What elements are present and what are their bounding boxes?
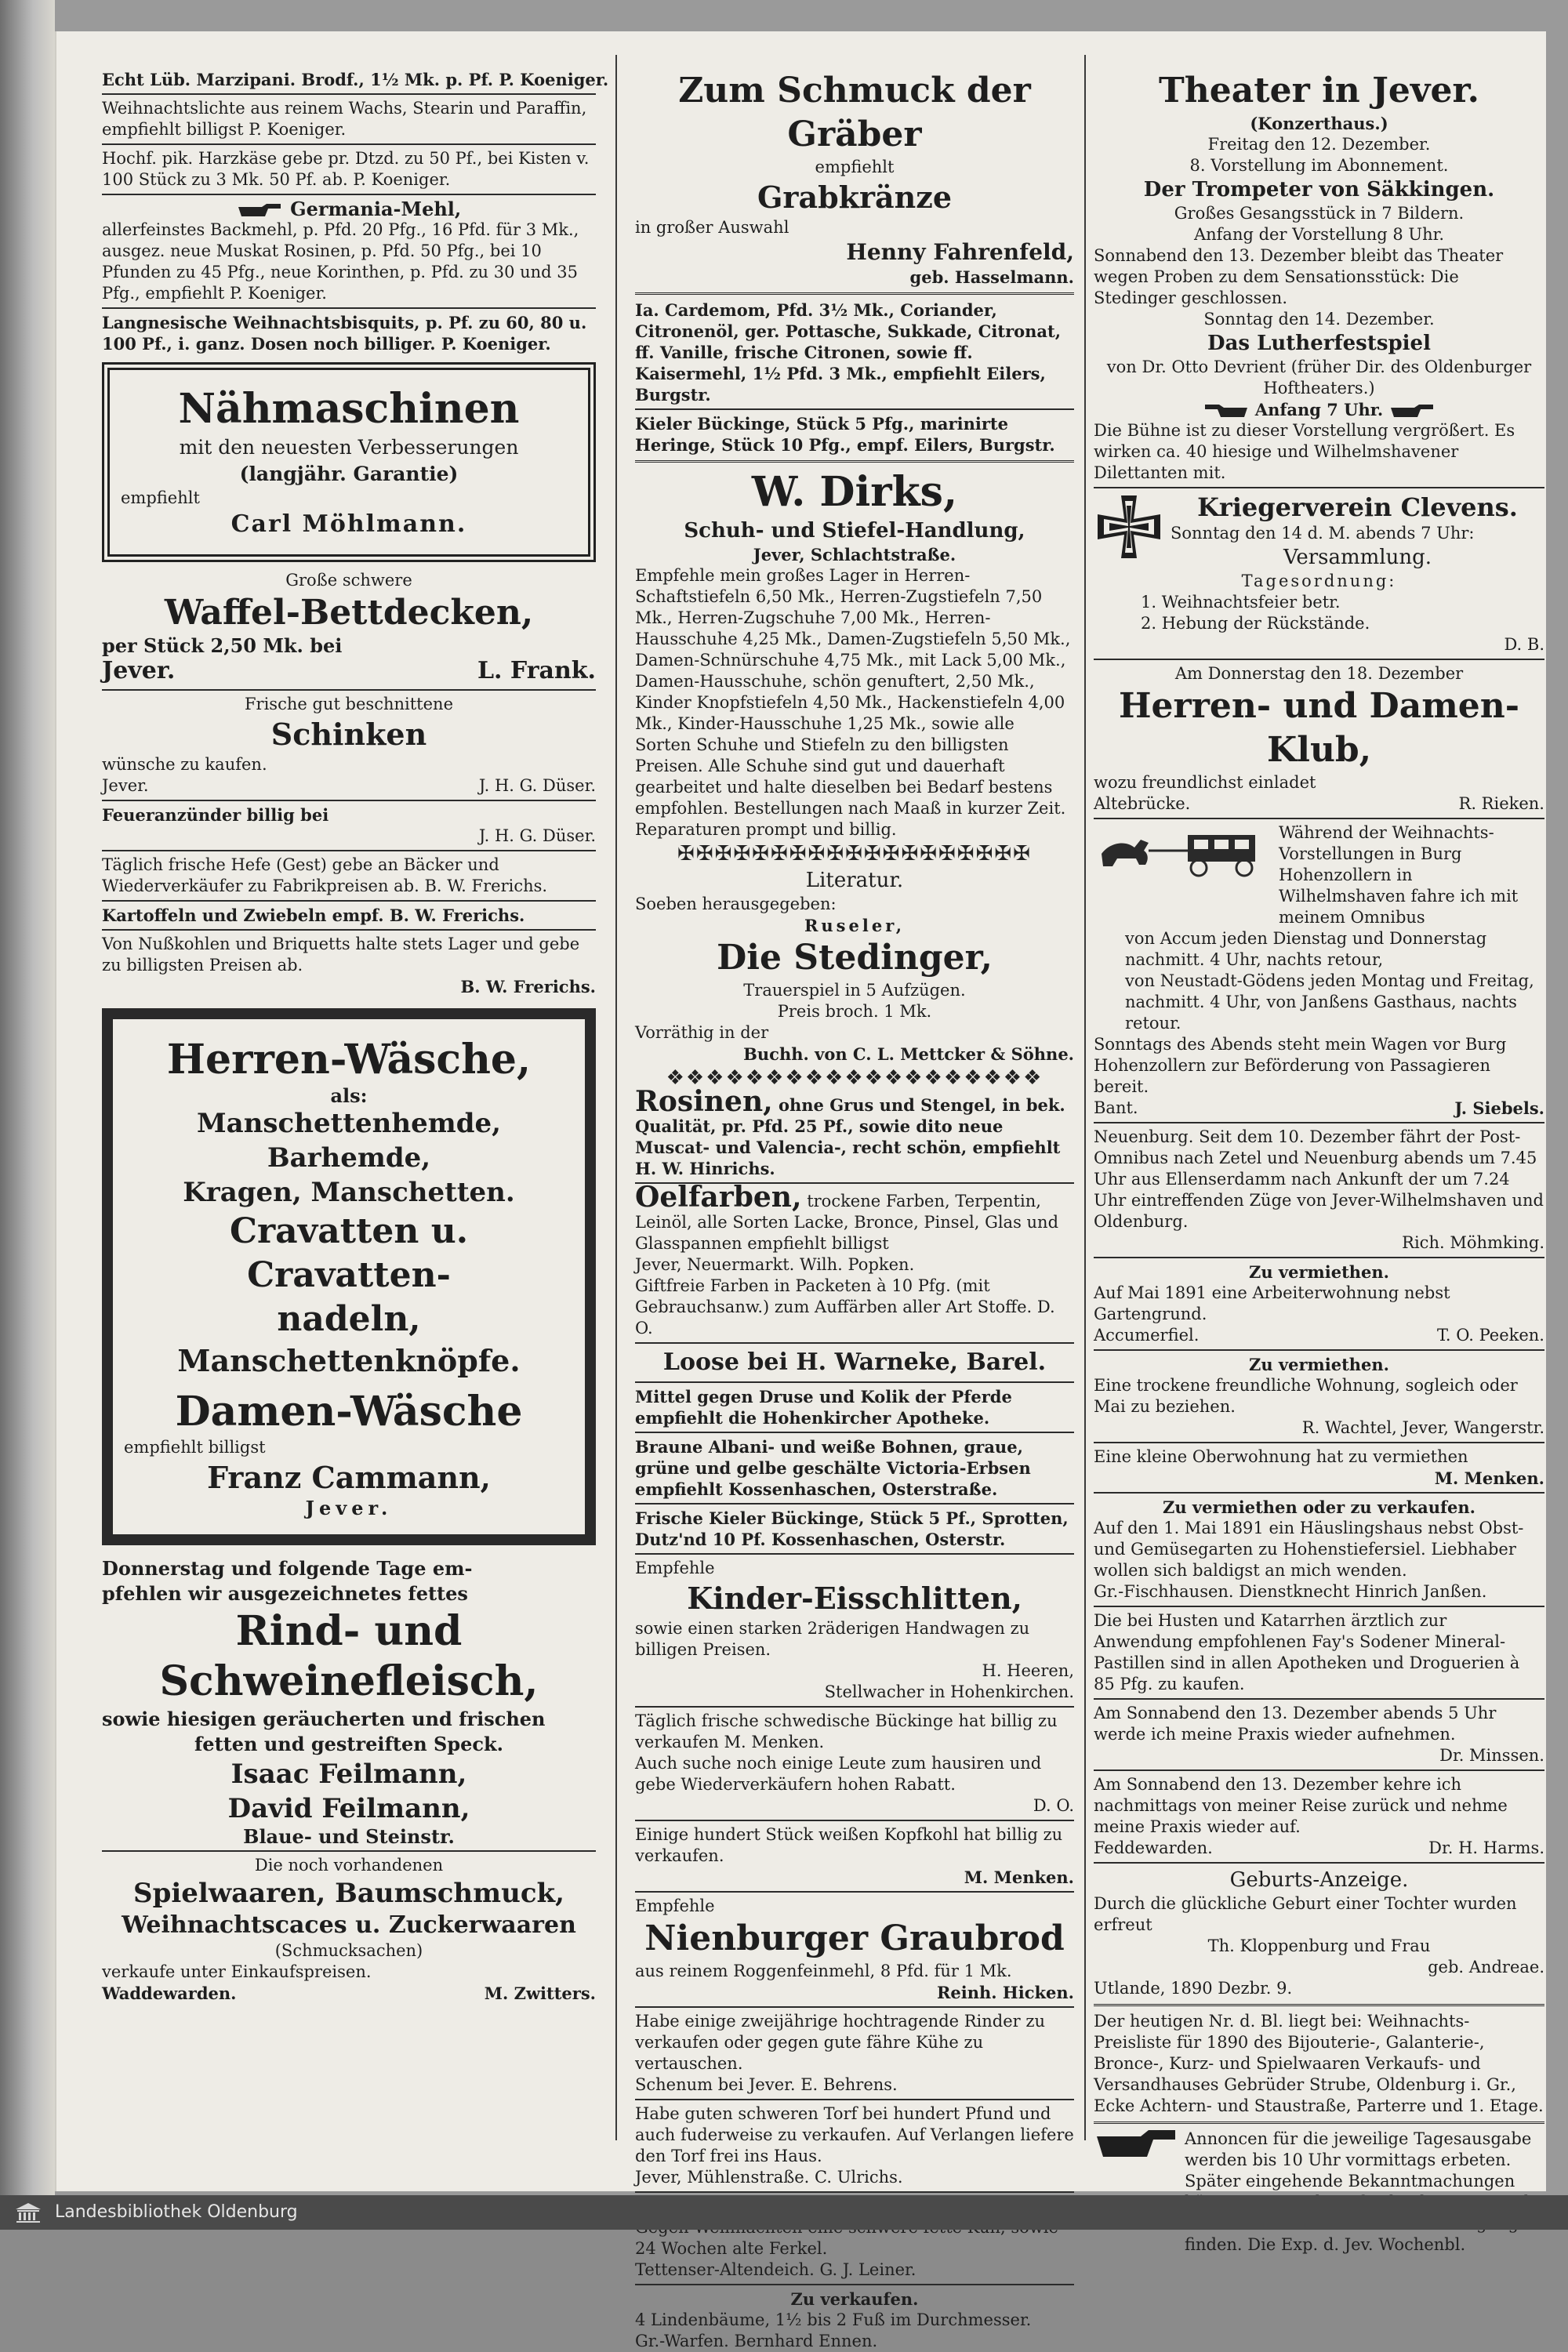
- divider: [635, 2099, 1074, 2100]
- divider: [1094, 1606, 1544, 1607]
- divider: [635, 292, 1074, 295]
- waffel-price: per Stück 2,50 Mk. bei: [102, 634, 343, 657]
- ad-kieler-bueckinge: Frische Kieler Bückinge, Stück 5 Pf., Sprotten, Dutz'nd 10 Pf. Kossenhaschen, Osterstr.: [635, 1508, 1069, 1549]
- waffel-heading: Waffel-Bettdecken,: [164, 593, 534, 633]
- ornament-divider: ✠✠✠✠✠✠✠✠✠✠✠✠✠✠✠✠✠✠✠: [677, 842, 1032, 866]
- divider: [635, 2006, 1074, 2008]
- spiel-pre: Die noch vorhandenen: [254, 1856, 444, 1875]
- dirks-heading: W. Dirks,: [751, 468, 958, 516]
- kuh-body: 24 Wochen alte Ferkel.: [635, 2239, 828, 2258]
- theater-line: Freitag den 12. Dezember.: [1207, 135, 1431, 154]
- omnibus-town: Bant.: [1094, 1098, 1138, 1117]
- omnibus-signature-row: [1094, 1098, 1544, 1119]
- column-middle: [635, 69, 1074, 2350]
- divider: [102, 93, 596, 95]
- kinder-heading: Kinder-Eisschlitten,: [687, 1581, 1022, 1616]
- waffel-signature-row: [102, 656, 596, 686]
- divider: [635, 1503, 1074, 1504]
- oelfarben-body: trockene Farben, Terpentin, Leinöl, alle Sorten Lacke, Bronce, Pinsel, Glas und Glasspannen empfiehlt billigst: [635, 1192, 1059, 1253]
- column-divider: [1084, 55, 1086, 2140]
- harms-town: Feddewarden.: [1094, 1838, 1213, 1857]
- theater-play: Das Lutherfestspiel: [1207, 332, 1431, 355]
- lit-work: Die Stedinger,: [717, 938, 993, 978]
- theater-line: von Dr. Otto Devrient (früher Dir. des Oldenburger Hoftheaters.): [1106, 358, 1532, 397]
- hw-item: Manschettenknöpfe.: [177, 1343, 521, 1378]
- haeuslingshaus-signature: Gr.-Fischhausen. Dienstknecht Hinrich Janßen.: [1094, 1582, 1487, 1601]
- rinder-signature: Schenum bei Jever. E. Behrens.: [635, 2075, 898, 2094]
- ad-harzkaese: Hochf. pik. Harzkäse gebe pr. Dtzd. zu 50 Pf., bei Kisten v. 100 Stück zu 3 Mk. 50 Pf. ab. P. Koeniger.: [102, 149, 590, 189]
- geburt-body: Durch die glückliche Geburt einer Tochter wurden erfreut: [1094, 1894, 1517, 1934]
- nien-advertiser: Reinh. Hicken.: [936, 1983, 1074, 2002]
- nuss-advertiser: B. W. Frerichs.: [460, 977, 596, 996]
- lit-publisher: Buchh. von C. L. Mettcker & Söhne.: [743, 1044, 1074, 1064]
- schinken-heading: Schinken: [270, 717, 427, 752]
- divider: [635, 408, 1074, 410]
- divider: [635, 1432, 1074, 1433]
- divider: [1094, 1862, 1544, 1864]
- omnibus-route: von Accum jeden Dienstag und Donnerstag nachmitt. 4 Uhr, nachts retour,: [1125, 929, 1487, 969]
- ad-kriegerverein: [1094, 492, 1544, 571]
- divider: [635, 1553, 1074, 1555]
- linden-heading: Zu verkaufen.: [790, 2289, 919, 2309]
- waffel-pre: Große schwere: [285, 571, 412, 590]
- oelfarben-heading: Oelfarben,: [635, 1181, 802, 1214]
- graeber-empf: empfiehlt: [815, 158, 895, 176]
- ad-oberwohnung: Eine kleine Oberwohnung hat zu vermiethen: [1094, 1447, 1468, 1466]
- divider: [102, 143, 596, 145]
- omnibus-line: Sonntags des Abends steht mein Wagen vor Burg Hohenzollern zur Beförderung von Passagieren bereit.: [1094, 1035, 1507, 1096]
- lit-line: Soeben herausgegeben:: [635, 895, 837, 913]
- rosinen-heading: Rosinen,: [635, 1085, 773, 1118]
- theater-notice: Sonnabend den 13. Dezember bleibt das Theater wegen Proben zu dem Sensationsstück: Die Stedinger geschlossen.: [1094, 246, 1504, 307]
- notice-annoncen: [1094, 2129, 1544, 2256]
- divider: [1094, 487, 1544, 488]
- germania-heading: Germania-Mehl,: [290, 198, 462, 220]
- ad-harms: Am Sonnabend den 13. Dezember kehre ich nachmittags von meiner Reise zurück und nehme meine Praxis wieder auf.: [1094, 1775, 1508, 1836]
- divider: [1094, 1698, 1544, 1700]
- nienburger-heading: Nienburger Graubrod: [644, 1918, 1065, 1958]
- ad-rinder: Habe einige zweijährige hochtragende Rinder zu verkaufen oder gegen gute fähre Kühe zu vertauschen.: [635, 2012, 1045, 2073]
- rosinen-body: ohne Grus und Stengel, in bek. Qualität, pr. Pfd. 25 Pf., sowie dito neue Muscat- und Valencia-, recht schön, empfiehlt H. W. Hinrichs.: [635, 1095, 1065, 1178]
- spiel-heading: Weihnachtscaces u. Zuckerwaaren: [122, 1911, 576, 1939]
- klub-signature-row: [1094, 793, 1544, 815]
- hw-item: Cravatten u. Cravatten-: [229, 1211, 469, 1295]
- dw-line: empfiehlt billigst: [124, 1438, 266, 1457]
- vermiethen-heading: Zu vermiethen.: [1248, 1262, 1389, 1282]
- schinken-pre: Frische gut beschnittene: [244, 695, 453, 713]
- ad-rosinen: [635, 1085, 1074, 1179]
- herrenwaesche-heading: Herren-Wäsche,: [166, 1036, 532, 1083]
- theater-notice: Die Bühne ist zu dieser Vorstellung vergrößert. Es wirken ca. 40 hiesige und Wilhelmshavener Dilettanten mit.: [1094, 421, 1515, 482]
- divider: [102, 689, 596, 691]
- graeber-heading: Zum Schmuck der Gräber: [678, 71, 1031, 154]
- divider: [1094, 818, 1544, 819]
- vermiethen-body: Eine trockene freundliche Wohnung, sogleich oder Mai zu beziehen.: [1094, 1376, 1518, 1416]
- ad-giftfreie-farben: Giftfreie Farben in Packeten à 10 Pfg. (mit Gebrauchsanw.) zum Auffärben aller Art Stoffe. D. O.: [635, 1276, 1055, 1338]
- divider: [1094, 1257, 1544, 1258]
- kv-signature: D. B.: [1504, 635, 1544, 654]
- rind-line: pfehlen wir ausgezeichnetes fettes: [102, 1582, 468, 1605]
- divider: [635, 460, 1074, 463]
- divider: [1094, 1442, 1544, 1443]
- divider: [1094, 2004, 1544, 2006]
- grab-advertiser: Henny Fahrenfeld,: [846, 239, 1074, 265]
- rind-line: fetten und gestreiften Speck.: [194, 1733, 504, 1755]
- divider: [635, 2191, 1074, 2193]
- hw-item: Manschettenhemde,: [197, 1108, 501, 1139]
- ad-eilers-bueckinge: Kieler Bückinge, Stück 5 Pfg., marinirte Heringe, Stück 10 Pfg., empf. Eilers, Burgstr.: [635, 414, 1055, 455]
- torf-signature: Jever, Mühlenstraße. C. Ulrichs.: [635, 2168, 903, 2187]
- vermiethen-advertiser: T. O. Peeken.: [1436, 1326, 1544, 1345]
- library-building-icon: [14, 2201, 42, 2223]
- rind-advertiser: Isaac Feilmann,: [230, 1759, 467, 1790]
- damenwaesche-heading: Damen-Wäsche: [175, 1388, 523, 1436]
- ad-menken-bueckinge: Täglich frische schwedische Bückinge hat billig zu verkaufen M. Menken.: [635, 1711, 1058, 1751]
- ad-nusskohlen: Von Nußkohlen und Briquetts halte stets Lager und gebe zu billigsten Preisen ab.: [102, 935, 580, 975]
- hw-als: als:: [330, 1084, 368, 1107]
- ad-eilers-gewuerze: Ia. Cardemom, Pfd. 3½ Mk., Coriander, Citronenöl, ger. Pottasche, Sukkade, Citronat, ff. Vanille, frische Citronen, sowie ff. Kaisermehl, 1½ Pfd. 3 Mk., empfiehlt Eilers, Burgstr.: [635, 300, 1062, 405]
- theater-line: 8. Vorstellung im Abonnement.: [1189, 156, 1449, 175]
- column-right: [1094, 69, 1544, 2254]
- kriegerverein-heading: Kriegerverein Clevens.: [1197, 492, 1518, 522]
- grab-line: in großer Auswahl: [635, 218, 789, 237]
- rind-address: Blaue- und Steinstr.: [243, 1825, 455, 1848]
- geburt-heading: Geburts-Anzeige.: [1229, 1868, 1409, 1892]
- ad-langnese: Langnesische Weihnachtsbisquits, p. Pf. zu 60, 80 u. 100 Pf., i. ganz. Dosen noch billiger. P. Koeniger.: [102, 313, 587, 354]
- ad-germania-body: allerfeinstes Backmehl, p. Pfd. 20 Pfg., 16 Pfd. für 3 Mk., ausgez. neue Muskat Rosinen, p. Pfd. 50 Pfg., bei 10 Pfunden zu 45 Pfg., neue Korinthen, p. Pfd. zu 30 und 35 Pfg., empfiehlt P. Koeniger.: [102, 220, 579, 303]
- feuer-advertiser: J. H. G. Düser.: [478, 826, 596, 845]
- literatur-heading: Literatur.: [805, 869, 904, 892]
- omnibus-route: von Neustadt-Gödens jeden Montag und Freitag, nachmitt. 4 Uhr, von Janßens Gasthaus, nachts retour.: [1125, 971, 1534, 1033]
- divider: [635, 2284, 1074, 2285]
- rind-heading: Schweinefleisch,: [159, 1657, 539, 1705]
- kohl-advertiser: M. Menken.: [964, 1867, 1074, 1887]
- kinder-advertiser-title: Stellwacher in Hohenkirchen.: [824, 1682, 1074, 1701]
- divider: [102, 307, 596, 309]
- divider: [102, 900, 596, 902]
- iron-cross-icon: [1094, 492, 1164, 562]
- dirks-address: Jever, Schlachtstraße.: [753, 545, 956, 564]
- rind-heading: Rind- und: [235, 1607, 463, 1655]
- waffel-advertiser: L. Frank.: [477, 657, 596, 684]
- horse-coach-icon: [1094, 822, 1274, 877]
- divider: [1094, 2122, 1544, 2124]
- naeh-advertiser: Carl Möhlmann.: [230, 510, 467, 538]
- pointing-hand-icon: [1389, 403, 1436, 420]
- ad-koeniger-marzipan: Echt Lüb. Marzipani. Brodf., 1½ Mk. p. Pf. P. Koeniger.: [102, 70, 609, 89]
- naeh-line: (langjähr. Garantie): [239, 463, 459, 485]
- klub-town: Altebrücke.: [1094, 794, 1191, 813]
- spiel-advertiser: M. Zwitters.: [484, 1984, 596, 2003]
- notice-beilage: Der heutigen Nr. d. Bl. liegt bei: Weihnachts-Preisliste für 1890 des Bijouterie-, Galanterie-, Bronce-, Kurz- und Spielwaaren Verkaufs- und Versandhauses Gebrüder Strube, Oldenburg i. Gr., Ecke Achtern- und Staustraße, Parterre und 1. Etage.: [1094, 2012, 1544, 2115]
- ad-kartoffeln: Kartoffeln und Zwiebeln empf. B. W. Frerichs.: [102, 906, 525, 925]
- spiel-line: verkaufe unter Einkaufspreisen.: [102, 1962, 372, 1981]
- klub-line: Am Donnerstag den 18. Dezember: [1174, 664, 1464, 683]
- schinken-advertiser: J. H. G. Düser.: [478, 776, 596, 795]
- hw-item: Barhemde,: [267, 1142, 431, 1174]
- schinken-line: wünsche zu kaufen.: [102, 755, 267, 774]
- kv-line: Sonntag den 14 d. M. abends 7 Uhr:: [1171, 524, 1475, 543]
- divider: [102, 800, 596, 801]
- ad-torf: Habe guten schweren Torf bei hundert Pfund und auch fuderweise zu verkaufen. Auf Verlangen liefere den Torf frei ins Haus.: [635, 2104, 1074, 2165]
- pointing-hand-icon: [237, 202, 284, 220]
- naehmaschinen-heading: Nähmaschinen: [178, 385, 520, 433]
- divider: [635, 1706, 1074, 1708]
- spiel-line: (Schmucksachen): [274, 1941, 423, 1960]
- theater-heading: Theater in Jever.: [1159, 71, 1479, 111]
- rind-line: sowie hiesigen geräucherten und frischen: [102, 1708, 546, 1730]
- divider: [635, 1891, 1074, 1893]
- lit-author: Ruseler,: [804, 916, 906, 935]
- ad-praxis: Am Sonnabend den 13. Dezember abends 5 Uhr werde ich meine Praxis wieder aufnehmen.: [1094, 1704, 1497, 1744]
- column-left: [102, 69, 609, 2178]
- divider: [1094, 659, 1544, 660]
- theater-start-time: Anfang 7 Uhr.: [1254, 400, 1384, 419]
- kv-line: Tagesordnung:: [1241, 572, 1397, 590]
- divider: [1094, 1349, 1544, 1351]
- vermiethen-advertiser: R. Wachtel, Jever, Wangerstr.: [1301, 1418, 1544, 1437]
- ad-bohnen: Braune Albani- und weiße Bohnen, graue, grüne und gelbe geschälte Victoria-Erbsen empfiehlt Kossenhaschen, Osterstraße.: [635, 1437, 1031, 1499]
- lit-line: Vorräthig in der: [635, 1023, 769, 1042]
- haeuslingshaus-heading: Zu vermiethen oder zu verkaufen.: [1163, 1497, 1475, 1517]
- ad-loose: Loose bei H. Warneke, Barel.: [662, 1348, 1047, 1376]
- kv-agenda-item: 1. Weihnachtsfeier betr.: [1141, 593, 1341, 612]
- oel-signature: Jever, Neuermarkt. Wilh. Popken.: [635, 1255, 915, 1274]
- divider: [635, 1342, 1074, 1344]
- divider: [102, 929, 596, 931]
- harms-signature-row: [1094, 1838, 1544, 1859]
- divider: [102, 194, 596, 195]
- kinder-pre: Empfehle: [635, 1559, 715, 1577]
- kinder-advertiser: H. Heeren,: [982, 1661, 1074, 1680]
- spiel-heading: Spielwaaren, Baumschmuck,: [133, 1878, 564, 1909]
- omnibus-intro: Während der Weihnachts-Vorstellungen in Burg Hohenzollern in Wilhelmshaven fahre ich mit meinem Omnibus: [1279, 823, 1519, 927]
- divider: [102, 1850, 596, 1852]
- dw-advertiser: Franz Cammann,: [207, 1460, 491, 1495]
- oberwohnung-advertiser: M. Menken.: [1434, 1468, 1544, 1488]
- kv-agenda-item: 2. Hebung der Rückstände.: [1141, 614, 1370, 633]
- rind-line: Donnerstag und folgende Tage em-: [102, 1557, 473, 1580]
- vermiethen-body: Auf Mai 1891 eine Arbeiterwohnung nebst Gartengrund.: [1094, 1283, 1450, 1323]
- ad-neuenburg: Neuenburg. Seit dem 10. Dezember fährt der Post-Omnibus nach Zetel und Neuenburg abends um 7.45 Uhr aus Ellenserdamm nach Ankunft der um 7.24 Uhr eintreffenden Züge von Jever-Wilhelmshaven und Oldenburg.: [1094, 1127, 1544, 1231]
- haeuslingshaus-body: Auf den 1. Mai 1891 ein Häuslingshaus nebst Obst- und Gemüsegarten zu Hohenstiefersiel. Liebhaber wollen sich baldigst an mich wenden.: [1094, 1519, 1524, 1580]
- linden-signature: Gr.-Warfen. Bernhard Ennen.: [635, 2332, 878, 2350]
- theater-line: Sonntag den 14. Dezember.: [1203, 310, 1435, 328]
- divider: [1094, 1492, 1544, 1494]
- theater-line: Großes Gesangsstück in 7 Bildern.: [1174, 204, 1465, 223]
- hw-item: nadeln,: [277, 1299, 421, 1339]
- rind-advertiser: David Feilmann,: [227, 1793, 470, 1824]
- geburt-names: geb. Andreae.: [1428, 1958, 1544, 1976]
- dirks-body: Empfehle mein großes Lager in Herren-Schaftstiefeln 6,50 Mk., Herren-Zugstiefeln 7,50 Mk., Herren-Zugschuhe 7,00 Mk., Herren-Hausschuhe 4,25 Mk., Damen-Zugstiefeln 5,50 Mk., Damen-Schnürschuhe 4,75 Mk., mit Lack 5,00 Mk., Damen-Hausschuhe, schön genuftert, 2,50 Mk., Kinder Knopfstiefeln 4,50 Mk., Hackenstiefeln 4,00 Mk., Kinder-Hausschuhe 1,25 Mk., sowie alle Sorten Schuhe und Stiefeln zu den billigsten Preisen. Alle Schuhe sind gut und dauerhaft gearbeitet und halte dieselben bei Bedarf bestens empfohlen. Bestellungen nach Maaß in kurzer Zeit. Reparaturen prompt und billig.: [635, 566, 1071, 839]
- ad-weihnachtslichte: Weihnachtslichte aus reinem Wachs, Stearin und Paraffin, empfiehlt billigst P. Koeniger.: [102, 99, 587, 139]
- divider: [635, 1381, 1074, 1383]
- menken-body: Auch suche noch einige Leute zum hausiren und gebe Wiederverkäufern hohen Rabatt.: [635, 1754, 1042, 1794]
- theater-sub: (Konzerthaus.): [1250, 114, 1388, 133]
- klub-advertiser: R. Rieken.: [1458, 794, 1544, 813]
- dw-town: Jever.: [305, 1497, 393, 1519]
- theater-start: [1094, 399, 1544, 420]
- spiel-signature-row: [102, 1983, 596, 2004]
- column-divider: [615, 55, 617, 2140]
- menken-signature: D. O.: [1033, 1796, 1074, 1815]
- ad-pastillen: Die bei Husten und Katarrhen ärztlich zur Anwendung empfohlenen Fay's Sodener Mineral-Pastillen sind in allen Apotheken und Droguerien à 85 Pfg. zu kaufen.: [1094, 1611, 1520, 1693]
- geburt-names: Th. Kloppenburg und Frau: [1207, 1936, 1431, 1955]
- ornament-divider: ❖❖❖❖❖❖❖❖❖❖❖❖❖❖❖❖❖❖❖: [666, 1066, 1044, 1090]
- ad-feueranzuender: Feueranzünder billig bei: [102, 805, 329, 825]
- annoncen-body: Annoncen für die jeweilige Tagesausgabe werden bis 10 Uhr vormittags erbeten. Später eingehende Bekanntmachungen finden. Die Exp. d. Jev. Wochenbl.: [1185, 2129, 1532, 2254]
- divider: [1094, 1769, 1544, 1771]
- naeh-line: empfiehlt: [121, 488, 200, 507]
- divider: [102, 850, 596, 851]
- neuenburg-signature: Rich. Möhmking.: [1402, 1233, 1544, 1252]
- hw-item: Kragen, Manschetten.: [183, 1177, 515, 1208]
- harms-advertiser: Dr. H. Harms.: [1428, 1838, 1544, 1857]
- geburt-date: Utlande, 1890 Dezbr. 9.: [1094, 1979, 1293, 1998]
- waffel-town: Jever.: [102, 657, 176, 684]
- theater-line: Anfang der Vorstellung 8 Uhr.: [1193, 225, 1445, 244]
- ad-druse: Mittel gegen Druse und Kolik der Pferde empfiehlt die Hohenkircher Apotheke.: [635, 1387, 1012, 1428]
- ad-herrenwaesche-box: [102, 1008, 596, 1545]
- pointing-hand-icon: [1094, 2129, 1180, 2160]
- divider: [1094, 1122, 1544, 1123]
- pointing-hand-icon: [1202, 403, 1249, 420]
- naeh-line: mit den neuesten Verbesserungen: [179, 436, 519, 459]
- grabkraenze-heading: Grabkränze: [757, 180, 953, 215]
- praxis-signature: Dr. Minssen.: [1439, 1746, 1544, 1765]
- spiel-town: Waddewarden.: [102, 1984, 237, 2003]
- kinder-body: sowie einen starken 2räderigen Handwagen zu billigen Preisen.: [635, 1619, 1030, 1659]
- dirks-sub: Schuh- und Stiefel-Handlung,: [684, 519, 1025, 543]
- ad-omnibus: [1094, 822, 1544, 928]
- klub-line: wozu freundlichst einladet: [1094, 773, 1316, 792]
- lit-line: Trauerspiel in 5 Aufzügen.: [743, 981, 966, 1000]
- kv-line: Versammlung.: [1283, 546, 1432, 569]
- vermiethen-signature-row: [1094, 1325, 1544, 1346]
- ad-germania-title: [102, 198, 596, 220]
- book-spine-edge: [0, 0, 55, 2195]
- omnibus-advertiser: J. Siebels.: [1454, 1098, 1544, 1118]
- theater-play: Der Trompeter von Säkkingen.: [1143, 178, 1495, 201]
- nien-body: aus reinem Roggenfeinmehl, 8 Pfd. für 1 Mk.: [635, 1962, 1012, 1980]
- klub-heading: Herren- und Damen-Klub,: [1118, 686, 1520, 770]
- library-name: Landesbibliothek Oldenburg: [55, 2202, 298, 2222]
- linden-body: 4 Lindenbäume, 1½ bis 2 Fuß im Durchmesser.: [635, 2310, 1032, 2329]
- ad-oelfarben: [635, 1181, 1074, 1254]
- divider: [635, 1820, 1074, 1821]
- kuh-signature: Tettenser-Altendeich. G. J. Leiner.: [635, 2260, 916, 2279]
- nien-pre: Empfehle: [635, 1896, 715, 1915]
- vermiethen-town: Accumerfiel.: [1094, 1326, 1200, 1345]
- grab-geb: geb. Hasselmann.: [909, 267, 1074, 287]
- schinken-town: Jever.: [102, 776, 149, 795]
- vermiethen-heading: Zu vermiethen.: [1248, 1355, 1389, 1374]
- ad-hefe: Täglich frische Hefe (Gest) gebe an Bäcker und Wiederverkäufer zu Fabrikpreisen ab. B. W. Frerichs.: [102, 855, 548, 895]
- ad-kopfkohl: Einige hundert Stück weißen Kopfkohl hat billig zu verkaufen.: [635, 1825, 1063, 1865]
- lit-line: Preis broch. 1 Mk.: [777, 1002, 932, 1021]
- ad-naehmaschinen-box: [102, 362, 596, 562]
- schinken-signature-row: [102, 775, 596, 797]
